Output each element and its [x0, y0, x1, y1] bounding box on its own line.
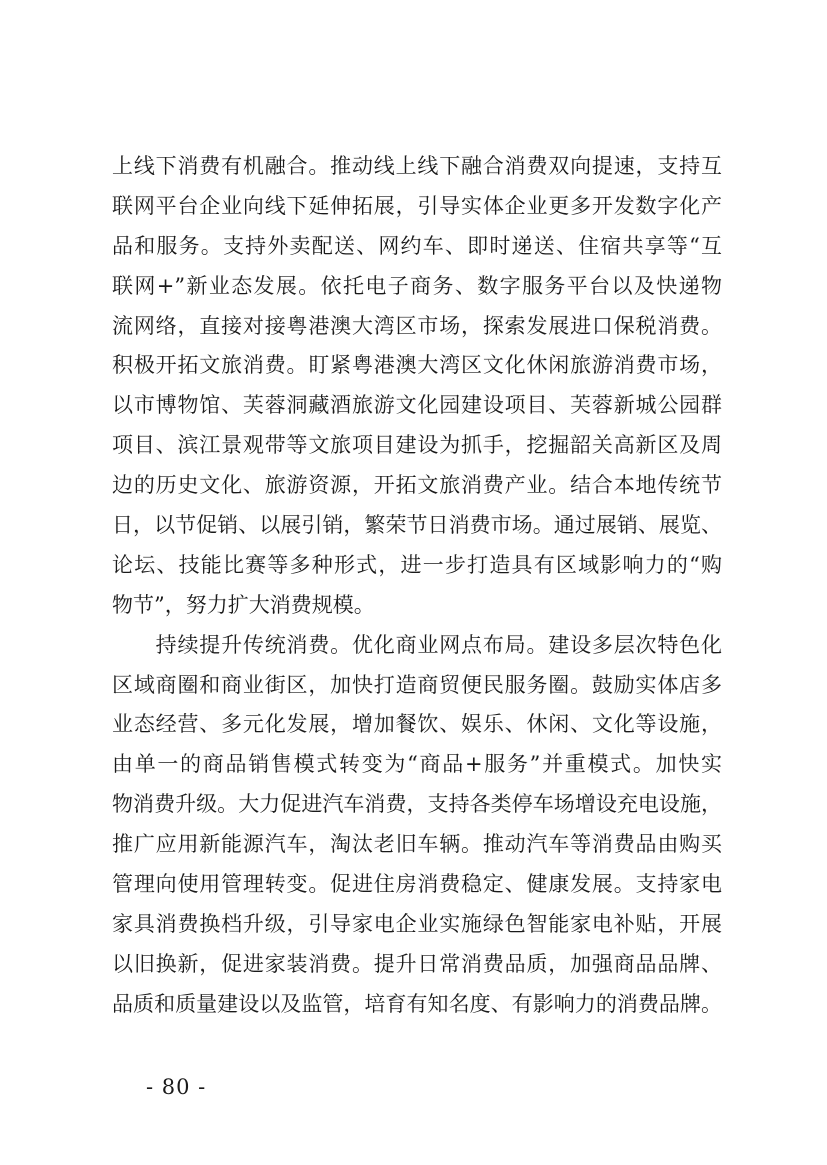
text-line: 论坛、技能比赛等多种形式，进一步打造具有区域影响力的“购: [112, 552, 722, 577]
text-line: 区域商圈和商业街区，加快打造商贸便民服务圈。鼓励实体店多: [112, 672, 722, 697]
text-line: 持续提升传统消费。优化商业网点布局。建设多层次特色化: [112, 632, 722, 657]
text-line: 家具消费换档升级，引导家电企业实施绿色智能家电补贴，开展: [112, 911, 722, 936]
text-line: 积极开拓文旅消费。盯紧粤港澳大湾区文化休闲旅游消费市场，: [112, 353, 722, 378]
text-line: 边的历史文化、旅游资源，开拓文旅消费产业。结合本地传统节: [112, 473, 722, 498]
text-line: 推广应用新能源汽车，淘汰老旧车辆。推动汽车等消费品由购买: [112, 832, 722, 857]
text-line: 品和服务。支持外卖配送、网约车、即时递送、住宿共享等“互: [112, 233, 722, 258]
text-line: 上线下消费有机融合。推动线上线下融合消费双向提速，支持互: [112, 154, 722, 178]
text-line: 流网络，直接对接粤港澳大湾区市场，探索发展进口保税消费。: [112, 313, 722, 338]
text-line: 管理向使用管理转变。促进住房消费稳定、健康发展。支持家电: [112, 872, 722, 897]
text-line: 联网平台企业向线下延伸拓展，引导实体企业更多开发数字化产: [112, 193, 722, 218]
text-line: 联网+”新业态发展。依托电子商务、数字服务平台以及快递物: [112, 273, 722, 298]
text-line: 项目、滨江景观带等文旅项目建设为抓手，挖掘韶关高新区及周: [112, 433, 722, 458]
text-line: 业态经营、多元化发展，增加餐饮、娱乐、休闲、文化等设施，: [112, 712, 722, 737]
text-line: 品质和质量建设以及监管，培育有知名度、有影响力的消费品牌。: [112, 991, 722, 1016]
text-line: 物节”，努力扩大消费规模。: [112, 592, 375, 617]
body-text: [112, 147, 722, 1025]
text-line: 以市博物馆、芙蓉洞藏酒旅游文化园建设项目、芙蓉新城公园群: [112, 393, 722, 418]
text-line: 以旧换新，促进家装消费。提升日常消费品质，加强商品品牌、: [112, 951, 722, 976]
text-line: 日，以节促销、以展引销，繁荣节日消费市场。通过展销、展览、: [112, 513, 722, 538]
page-number: - 80 -: [146, 1075, 207, 1099]
text-line: 物消费升级。大力促进汽车消费，支持各类停车场增设充电设施，: [112, 792, 722, 817]
text-line: 由单一的商品销售模式转变为“商品+服务”并重模式。加快实: [112, 752, 722, 777]
